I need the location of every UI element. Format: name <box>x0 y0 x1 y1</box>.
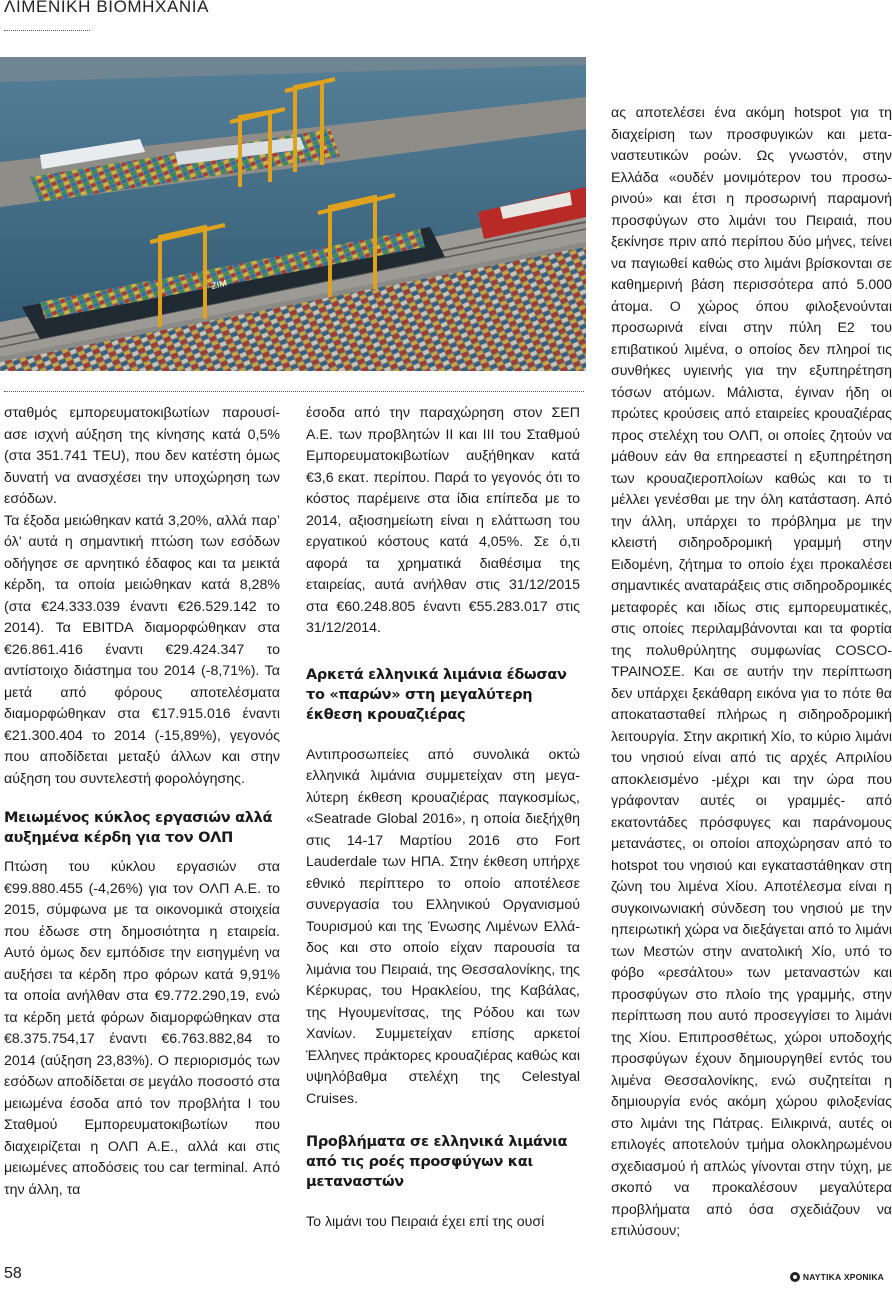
brand-name: ΝΑΥΤΙΚΑ ΧΡΟΝΙΚΑ <box>802 1272 884 1282</box>
section-heading: Μειωμένος κύκλος εργασιών αλλά αυξημένα κέρδη για τον ΟΛΠ <box>4 810 273 846</box>
paragraph: ας αποτελέσει ένα ακόμη hotspot για τη διαχείριση των προσφυγικών και μεταναστευτικών ροών. Ως γνωστόν, στην Ελλάδα «ουδέν μονιμότερον του προσωρινού» και έτσι η προσωρινή παραμονή προσφύγων στο λιμάνι του Πειραιά, που ξεκίνησε πριν από περίπου δύο μήνες, τείνει να παγιωθεί καθώς στο λιμάνι βρίσκονται σε καθημερινή βάση περισσότερα από 5.000 άτομα. Ο χώρος όπου φιλοξενούνται προσωρινά είναι στην πύλη Ε2 του επιβατικού λιμένα, ο οποίος δεν πληροί τις συνθήκες υγιεινής για την εξυπηρέτηση τόσων ατόμων. Μάλιστα, έγιναν ήδη οι πρώτες κρούσεις από εταιρείες κρουαζιέρας προς στελέχη του ΟΛΠ, οι οποίες ζητούν να μάθουν εάν θα επηρεαστεί η εξυπηρέτηση των κρουαζιερoπλοίων καθώς και το τι μέλλει γενέσθαι με την όλη κατάσταση. Από την άλλη, υπάρχει το πρόβλημα με την κλειστή σιδηροδρομική γραμμή στην Ειδομένη, ζήτημα το οποίο έχει προκαλέσει σημαντικές αναταράξεις στις σιδηροδρομικές μεταφορές και ιδίως στις εμπορευματικές, στις οποίες περιλαμβάνονται και τα φορτία της πολυθρύλητης συμφωνίας COSCO-ΤΡΑΙΝΟΣΕ. Και σε αυτήν την περίπτωση δεν υπάρχει ξεκάθαρη εικόνα για το πότε θα αποκατασταθεί πλήρως η σιδηροδρομική λειτουργία. Στην ακριτική Χίο, το κύριο λιμάνι του νησιού είναι από τις αρχές Απριλίου αποκλεισμένο -μέχρι και την ώρα που γράφονταν αυτές οι γραμμές- από εκατοντάδες πρόσφυγες και παράνομους μετανάστες, οι οποίοι αποχώρησαν από το hotspot του νησιού και εγκαταστάθηκαν στη ζώνη του λιμένα Χίου. Αποτέλεσμα είναι η συγκοινωνιακή σύνδεση του νησιού με την ηπειρωτική χώρα να διεξάγεται από το λιμάνι των Μεστών στην ανατολική Χίο, υπό το φόβο «ρεσάλτου» των μεταναστών και προσφύγων στο πλοίο της γραμμής, στην περίπτωση που αυτό προσεγγίσει το λιμάνι της Χίου. Επιπροσθέτως, χώροι υποδοχής προσφύγων έχουν δημιουργηθεί εντός του λιμένα Θεσσαλονίκης, ενώ συζητείται η δημιουργία ενός ακόμη χώρου φιλοξενίας στο λιμάνι της Πάτρας. Ειλικρινά, αυτές οι επιλογές αποτελούν τμήμα ολοκληρωμένου σχεδιασμού ή απλώς γίνονται στην τύχη, με σκοπό να προκαλέσουν μεγαλύτερα προβλήματα από όσα σχεδιάζουν να επιλύσουν; <box>611 105 892 1239</box>
paragraph: Πτώση του κύκλου εργασιών στα €99.880.455 (-4,26%) για τον ΟΛΠ Α.Ε. το 2015, σύμφωνα με τα οικονομικά στοιχεία που έδωσε στη δημοσιότητα η εταιρεία. Αυτό όμως δεν εμπόδισε την εισηγμένη να αυξήσει τα κέρδη προ φόρων κατά 9,91% τα οποία ανήλθαν στα €9.772.290,19, ενώ τα κέρδη μετά φόρων διαμορφώθηκαν στα €8.375.754,17 έναντι €6.763.882,84 το 2014 (αύξηση 23,83%). Ο περιορισμός των εσόδων αποδίδεται σε μεγάλο ποσοστό στα μειωμένα έσοδα από τον προβλήτα Ι του Σταθμού Εμπορευματοκιβωτίων που διαχειρίζεται η ΟΛΠ Α.Ε., αλλά και στις μειωμένες αποδόσεις του car terminal. Από την άλλη, τα <box>4 859 280 1198</box>
section-title: ΛΙΜΕΝΙΚΗ ΒΙΟΜΗΧΑΝΙΑ <box>4 0 210 16</box>
ship-marking: ZIM <box>210 277 228 291</box>
paragraph: Τα έξοδα μειώθηκαν κατά 3,20%, αλλά παρ’ όλ’ αυτά η σημαντική πτώση των εσόδων οδήγησε σε αρνητικό έδαφος και τα μεικτά κέρδη, τα οποία μειώθηκαν κατά 8,28% (στα €24.333.039 έναντι €26.529.142 το 2014). Τα EBITDA διαμορφώθηκαν στα €26.861.416 έναντι €29.424.347 το αντίστοιχο διάστημα του 2014 (-8,71%). Τα μετά από φόρους αποτελέσματα διαμορφώθηκαν στα €17.915.016 έναντι €21.300.404 το 2014 (-15,89%), γεγονός που αποδίδεται μεταξύ άλλων και στην αύξηση του συντελεστή φορολόγησης. <box>4 512 280 787</box>
photo-divider <box>4 391 584 392</box>
section-heading: Προβλήματα σε ελληνικά λιμάνια από τις ροές προσφύγων και μεταναστών <box>306 1134 568 1190</box>
section-heading: Αρκετά ελληνικά λιμάνια έδωσαν το «παρών» στη μεγαλύτερη έκθεση κρουαζιέρας <box>306 666 567 723</box>
footer-brand <box>790 1272 884 1282</box>
page-number: 58 <box>4 1265 22 1282</box>
paragraph: σταθμός εμπορευματοκιβωτίων παρουσίασε ισχνή αύξηση της κίνησης κατά 0,5% (στα 351.741 TEU), που δεν κατέστη όμως δυνατή να ανασχέσει την υποχώρηση των εσόδων. <box>4 405 280 507</box>
brand-logo-icon <box>790 1272 800 1282</box>
paragraph: Αντιπροσωπείες από συνολικά οκτώ ελληνικά λιμάνια συμμετείχαν στη μεγαλύτερη έκθεση κρουαζιέρας παγκοσμίως, «Seatrade Global 2016», η οποία διεξήχθη στις 14-17 Μαρτίου 2016 στο Fort Lauderdale των ΗΠΑ. Στην έκθεση υπήρχε εθνικό περίπτερο το οποίο αποτέλεσε συνεργασία του Ελληνικού Οργανισμού Τουρισμού και της Ένωσης Λιμένων Ελλάδος και στο οποίο είχαν παρουσία τα λιμάνια του Πειραιά, της Θεσσαλονίκης, της Κέρκυρας, του Ηρακλείου, της Καβάλας, της Ηγουμενίτσας, της Ρόδου και των Χανίων. Συμμετείχαν επίσης αρκετοί Έλληνες πράκτορες κρουαζιέρας καθώς και υψηλόβαθμα στελέχη της Celestyal Cruises. <box>306 746 580 1107</box>
port-photo <box>0 57 586 371</box>
title-divider <box>4 30 90 31</box>
article-column-1 <box>4 403 280 1201</box>
paragraph: Το λιμάνι του Πειραιά έχει επί της ουσί <box>306 1214 545 1230</box>
article-column-3 <box>611 103 892 1243</box>
article-column-2 <box>306 403 580 1234</box>
paragraph: έσοδα από την παραχώρηση στον ΣΕΠ Α.Ε. των προβλητών ΙΙ και ΙΙΙ του Σταθμού Εμπορευματοκιβωτίων αυξήθηκαν κατά €3,6 εκατ. περίπου. Παρά το γεγονός ότι το κόστος παρέμεινε στα ίδια επίπεδα με το 2014, αξιοσημείωτη είναι η ελάττωση του εργατικού κόστους κατά 4,05%. Σε ό,τι αφορά τα χρηματικά διαθέσιμα της εταιρείας, αυτά ανήλθαν στις 31/12/2015 στα €60.248.805 έναντι €55.283.017 στις 31/12/2014. <box>306 405 580 636</box>
